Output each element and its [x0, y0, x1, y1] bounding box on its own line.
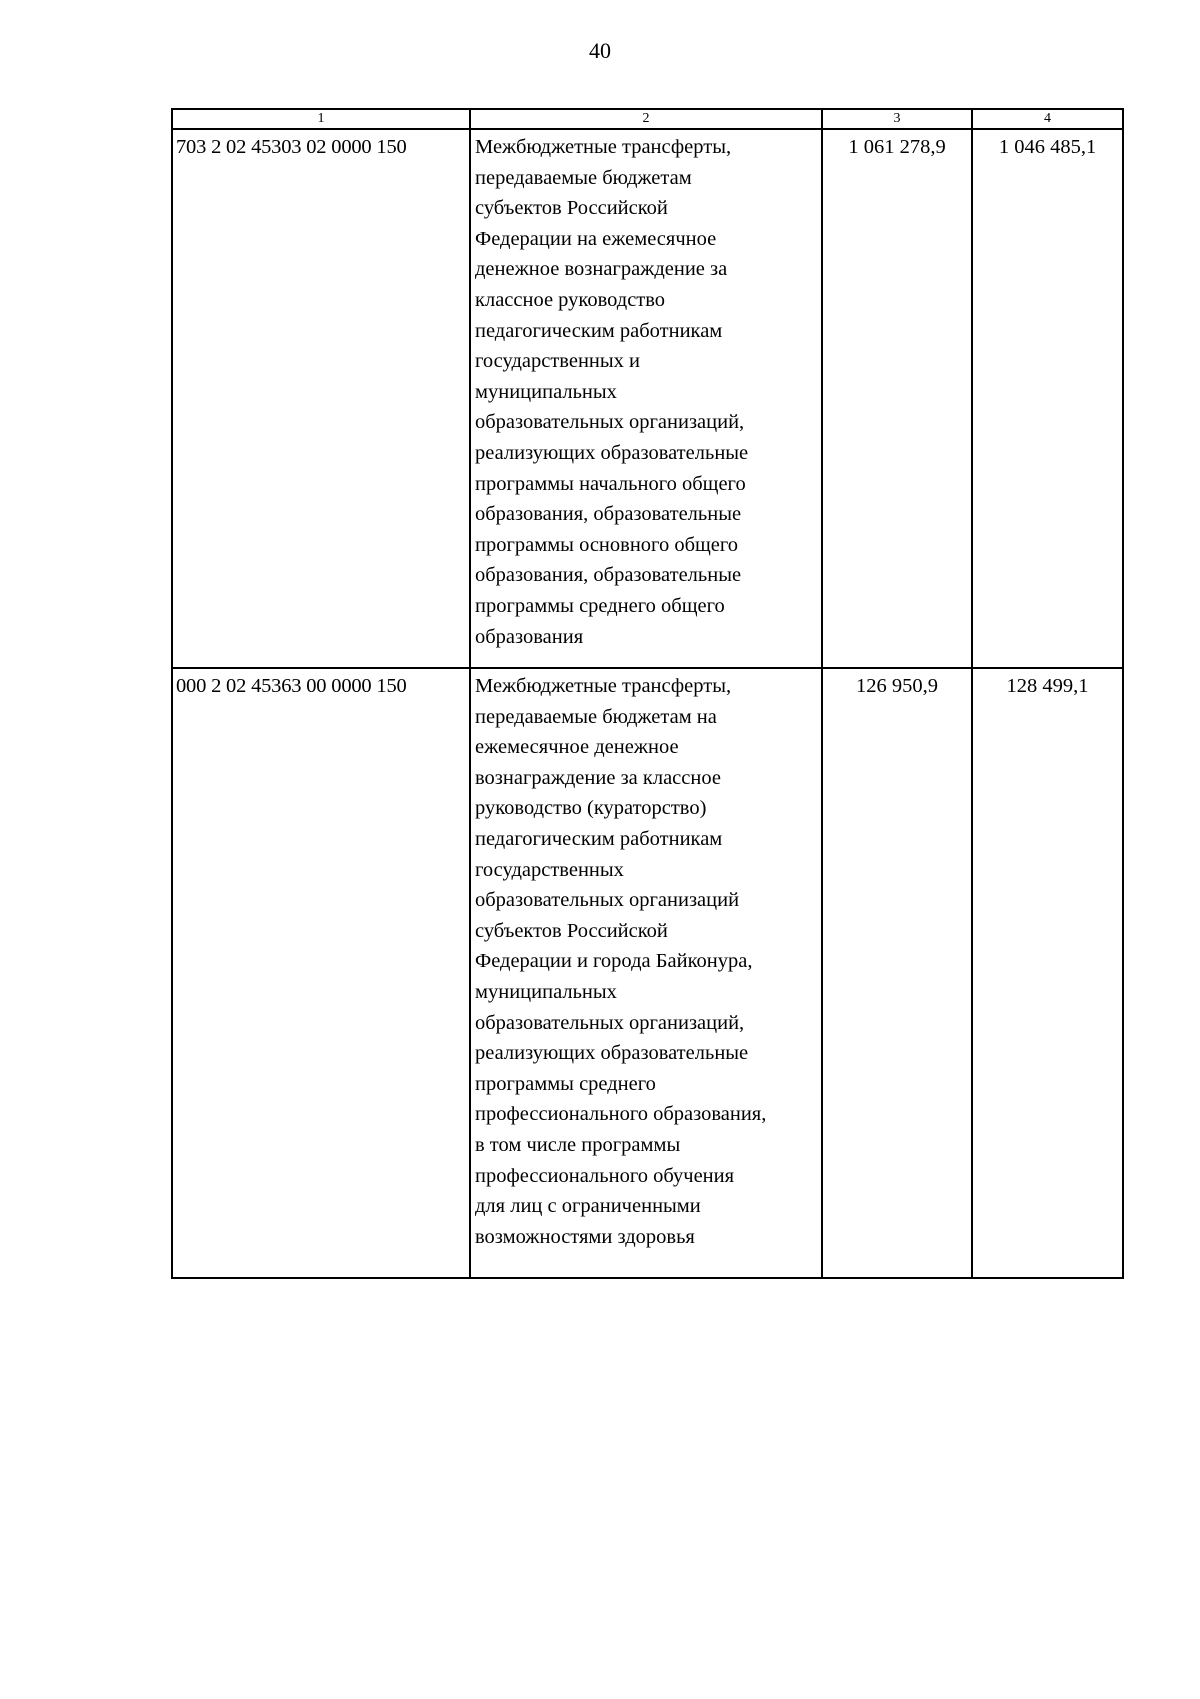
item-name-line: Федерации и города Байконура, [475, 950, 753, 973]
item-name-line: реализующих образовательные [475, 441, 749, 464]
item-name-line: Федерации на ежемесячное [475, 227, 717, 250]
column-header-2: 2 [470, 109, 822, 129]
table-header-row [172, 109, 1123, 129]
item-name-line: субъектов Российской [475, 919, 668, 942]
column-header-3: 3 [822, 109, 972, 129]
item-name-line: образования, образовательные [475, 503, 742, 526]
page-number: 40 [589, 38, 611, 63]
item-name-line: субъектов Российской [475, 197, 668, 220]
item-name-line: муниципальных [475, 980, 617, 1003]
item-name-line: педагогическим работникам [475, 827, 723, 850]
value-column-4: 128 499,1 [972, 668, 1123, 1278]
item-name-line: программы основного общего [475, 533, 739, 556]
item-name-line: реализующих образовательные [475, 1042, 749, 1065]
item-name-line: государственных и [475, 350, 641, 373]
value-column-4: 1 046 485,1 [972, 129, 1123, 668]
item-name-line: Межбюджетные трансферты, [475, 136, 732, 158]
item-name-line: муниципальных [475, 380, 617, 403]
item-name-line: передаваемые бюджетам [475, 166, 692, 189]
item-name-line: ежемесячное денежное [475, 736, 679, 759]
item-name-line: денежное вознаграждение за [475, 258, 728, 281]
item-name-line: образовательных организаций, [475, 411, 745, 434]
item-name-line: профессионального обучения [475, 1164, 735, 1187]
item-name-line: образования, образовательные [475, 564, 742, 587]
table-row [172, 129, 1123, 668]
item-name-line: образовательных организаций [475, 889, 740, 912]
item-name-line: программы среднего [475, 1072, 656, 1095]
item-name-line: образовательных организаций, [475, 1011, 745, 1034]
table-row [172, 668, 1123, 1278]
item-name-line: программы начального общего [475, 472, 746, 495]
item-name-line: программы среднего общего [475, 594, 725, 617]
value-column-3: 1 061 278,9 [822, 129, 972, 668]
item-name-line: классное руководство [475, 288, 666, 311]
item-name-line: вознаграждение за классное [475, 766, 721, 789]
item-name-cell [470, 668, 822, 1278]
item-name-line: образования [475, 625, 584, 648]
item-name-line: Межбюджетные трансферты, [475, 675, 732, 697]
budget-code-cell: 000 2 02 45363 00 0000 150 [172, 668, 470, 1278]
item-name-line: для лиц с ограниченными [475, 1195, 701, 1218]
budget-table [171, 108, 1124, 1279]
value-column-3: 126 950,9 [822, 668, 972, 1278]
item-name-line: педагогическим работникам [475, 319, 723, 342]
column-header-4: 4 [972, 109, 1123, 129]
item-name-line: в том числе программы [475, 1133, 681, 1156]
item-name-cell [470, 129, 822, 668]
item-name-line: возможностями здоровья [475, 1225, 695, 1248]
column-header-1: 1 [172, 109, 470, 129]
budget-code-cell: 703 2 02 45303 02 0000 150 [172, 129, 470, 668]
item-name-line: передаваемые бюджетам на [475, 705, 717, 728]
item-name-line: профессионального образования, [475, 1103, 767, 1126]
item-name-line: руководство (кураторство) [475, 797, 707, 820]
item-name-line: государственных [475, 858, 624, 881]
